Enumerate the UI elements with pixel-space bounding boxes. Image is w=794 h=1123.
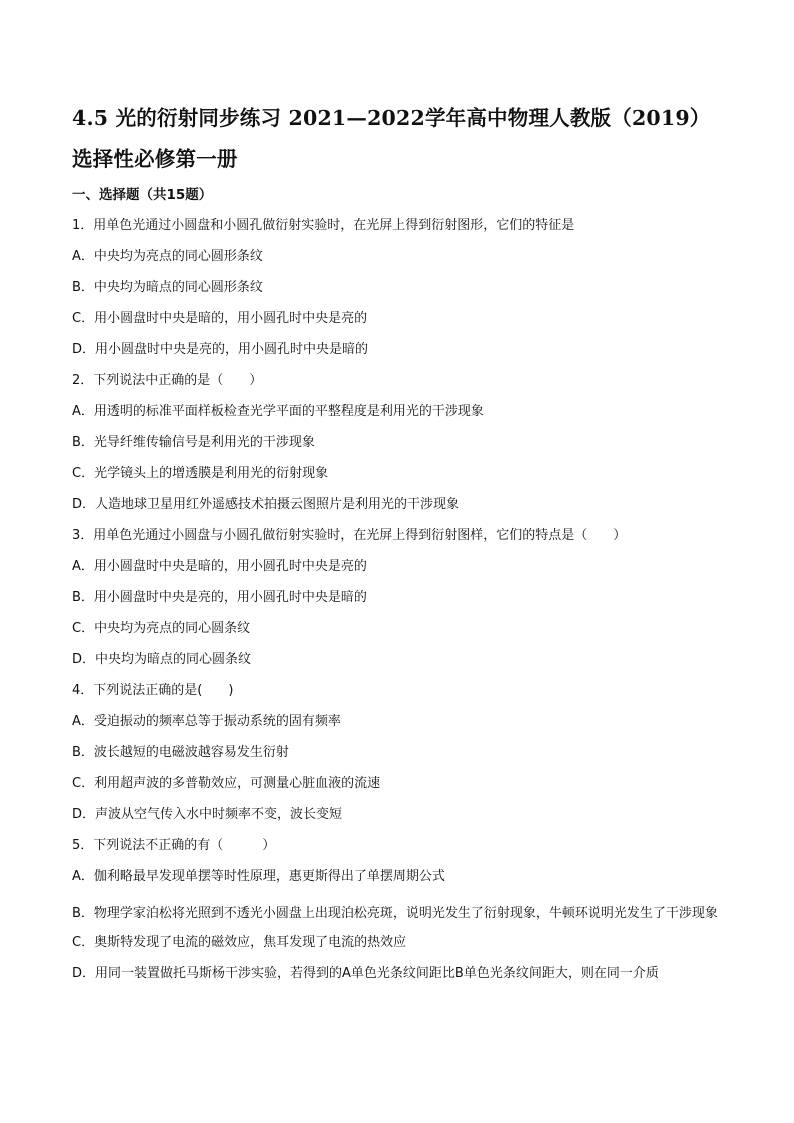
question-1-option-a: A．中央均为亮点的同心圆形条纹 <box>72 249 263 264</box>
question-5-option-a: A．伽利略最早发现单摆等时性原理，惠更斯得出了单摆周期公式 <box>72 869 445 884</box>
question-3-option-c: C．中央均为亮点的同心圆条纹 <box>72 621 251 636</box>
question-4-option-a: A．受迫振动的频率总等于振动系统的固有频率 <box>72 714 341 729</box>
question-1-option-b: B．中央均为暗点的同心圆形条纹 <box>72 280 263 295</box>
question-5-option-d: D．用同一装置做托马斯杨干涉实验，若得到的A单色光条纹间距比B单色光条纹间距大，则在同一介质 <box>72 966 659 981</box>
question-3-option-d: D．中央均为暗点的同心圆条纹 <box>72 652 252 667</box>
question-2-option-b: B．光导纤维传输信号是利用光的干涉现象 <box>72 435 315 450</box>
question-4-stem: 4．下列说法正确的是( ) <box>72 683 234 698</box>
question-3-option-a: A．用小圆盘时中央是暗的，用小圆孔时中央是亮的 <box>72 559 367 574</box>
question-2-stem: 2．下列说法中正确的是（ ） <box>72 373 263 388</box>
question-2-option-d: D．人造地球卫星用红外遥感技术拍摄云图照片是利用光的干涉现象 <box>72 497 460 512</box>
question-5-stem: 5．下列说法不正确的有（ ） <box>72 838 276 853</box>
question-3-stem: 3．用单色光通过小圆盘与小圆孔做衍射实验时，在光屏上得到衍射图样，它们的特点是（ ） <box>72 528 627 543</box>
question-2-option-a: A．用透明的标准平面样板检查光学平面的平整程度是利用光的干涉现象 <box>72 404 484 419</box>
section-heading: 一、选择题（共15题） <box>72 187 213 203</box>
question-4-option-b: B．波长越短的电磁波越容易发生衍射 <box>72 745 289 760</box>
document-page <box>72 98 722 995</box>
question-5-option-c: C．奥斯特发现了电流的磁效应，焦耳发现了电流的热效应 <box>72 935 407 950</box>
question-4-option-c: C．利用超声波的多普勒效应，可测量心脏血液的流速 <box>72 776 381 791</box>
document-title: 4.5 光的衍射同步练习 2021—2022学年高中物理人教版（2019）选择性必修第一册 <box>72 106 711 171</box>
question-2-option-c: C．光学镜头上的增透膜是利用光的衍射现象 <box>72 466 329 481</box>
question-1-stem: 1．用单色光通过小圆盘和小圆孔做衍射实验时，在光屏上得到衍射图形，它们的特征是 <box>72 218 575 233</box>
question-5-option-b: B．物理学家泊松将光照到不透光小圆盘上出现泊松亮斑，说明光发生了衍射现象，牛顿环说明光发生了干涉现象 <box>72 906 718 921</box>
question-4-option-d: D．声波从空气传入水中时频率不变，波长变短 <box>72 807 343 822</box>
question-1-option-d: D．用小圆盘时中央是亮的，用小圆孔时中央是暗的 <box>72 342 369 357</box>
question-3-option-b: B．用小圆盘时中央是亮的，用小圆孔时中央是暗的 <box>72 590 367 605</box>
question-1-option-c: C．用小圆盘时中央是暗的，用小圆孔时中央是亮的 <box>72 311 368 326</box>
